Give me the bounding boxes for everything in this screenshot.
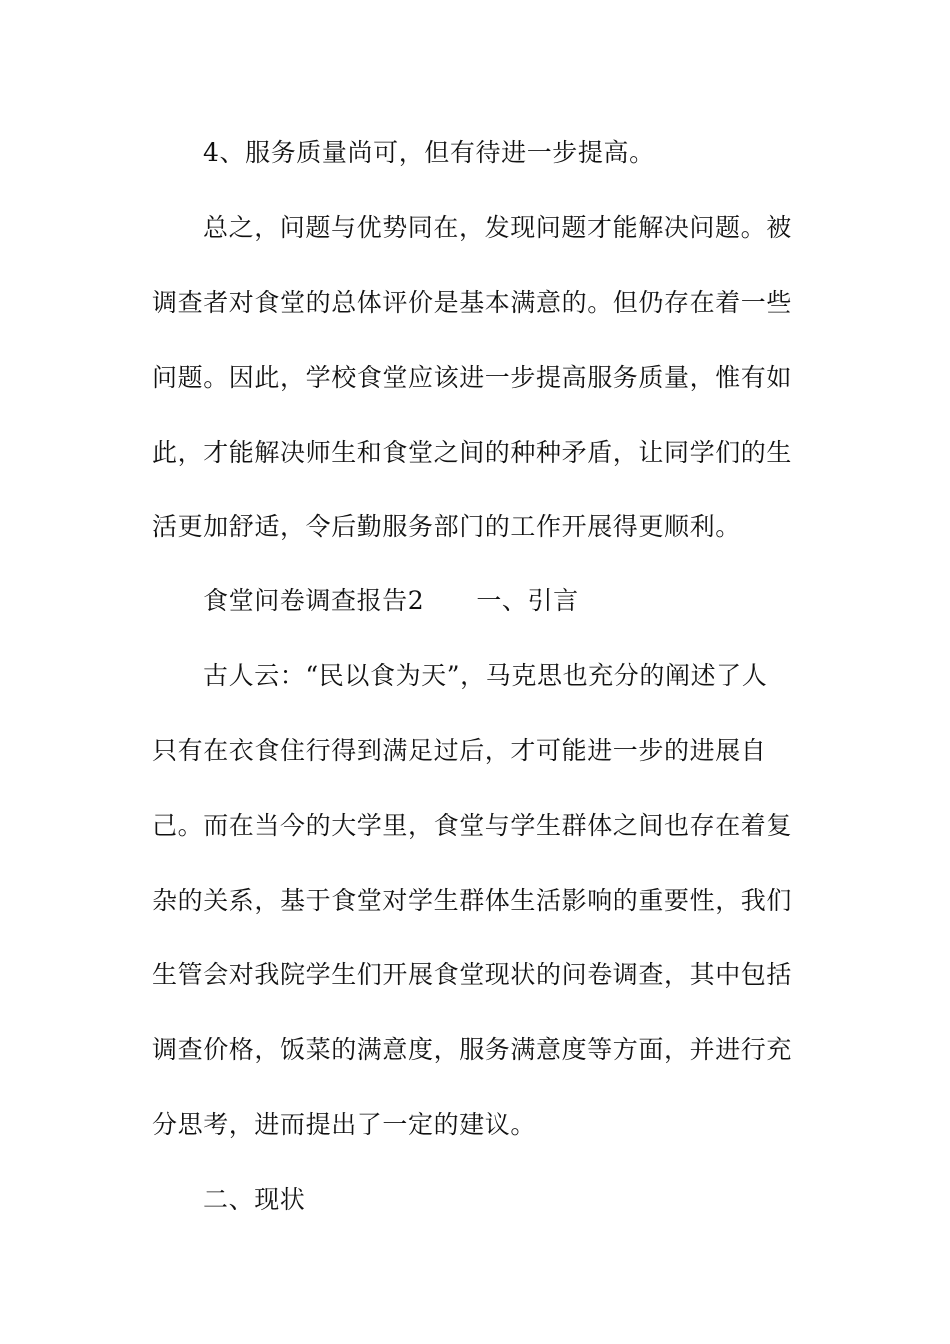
summary-line: 总之，问题与优势同在，发现问题才能解决问题。被 [203, 213, 792, 242]
section-heading-introduction: 一、引言 [476, 586, 579, 615]
paragraph-service-quality: 4、服务质量尚可，但有待进一步提高。 [203, 138, 655, 167]
section-heading-status: 二、现状 [203, 1185, 306, 1214]
introduction-line: 古人云：“民以食为天”，马克思也充分的阐述了人 [203, 661, 768, 690]
introduction-line: 杂的关系，基于食堂对学生群体生活影响的重要性，我们 [152, 886, 793, 915]
summary-line: 此，才能解决师生和食堂之间的种种矛盾，让同学们的生 [152, 438, 793, 467]
introduction-line: 只有在衣食住行得到满足过后，才可能进一步的进展自 [152, 736, 767, 765]
summary-line: 问题。因此，学校食堂应该进一步提高服务质量，惟有如 [152, 363, 793, 392]
summary-line: 活更加舒适，令后勤服务部门的工作开展得更顺利。 [152, 512, 741, 541]
report-title: 食堂问卷调查报告2 [203, 586, 425, 615]
introduction-line: 调查价格，饭菜的满意度，服务满意度等方面，并进行充 [152, 1035, 793, 1064]
introduction-line: 分思考，进而提出了一定的建议。 [152, 1110, 537, 1139]
report-title-line [203, 584, 853, 618]
summary-line: 调查者对食堂的总体评价是基本满意的。但仍存在着一些 [152, 288, 793, 317]
introduction-line: 生管会对我院学生们开展食堂现状的问卷调查，其中包括 [152, 960, 793, 989]
introduction-line: 己。而在当今的大学里，食堂与学生群体之间也存在着复 [152, 811, 793, 840]
